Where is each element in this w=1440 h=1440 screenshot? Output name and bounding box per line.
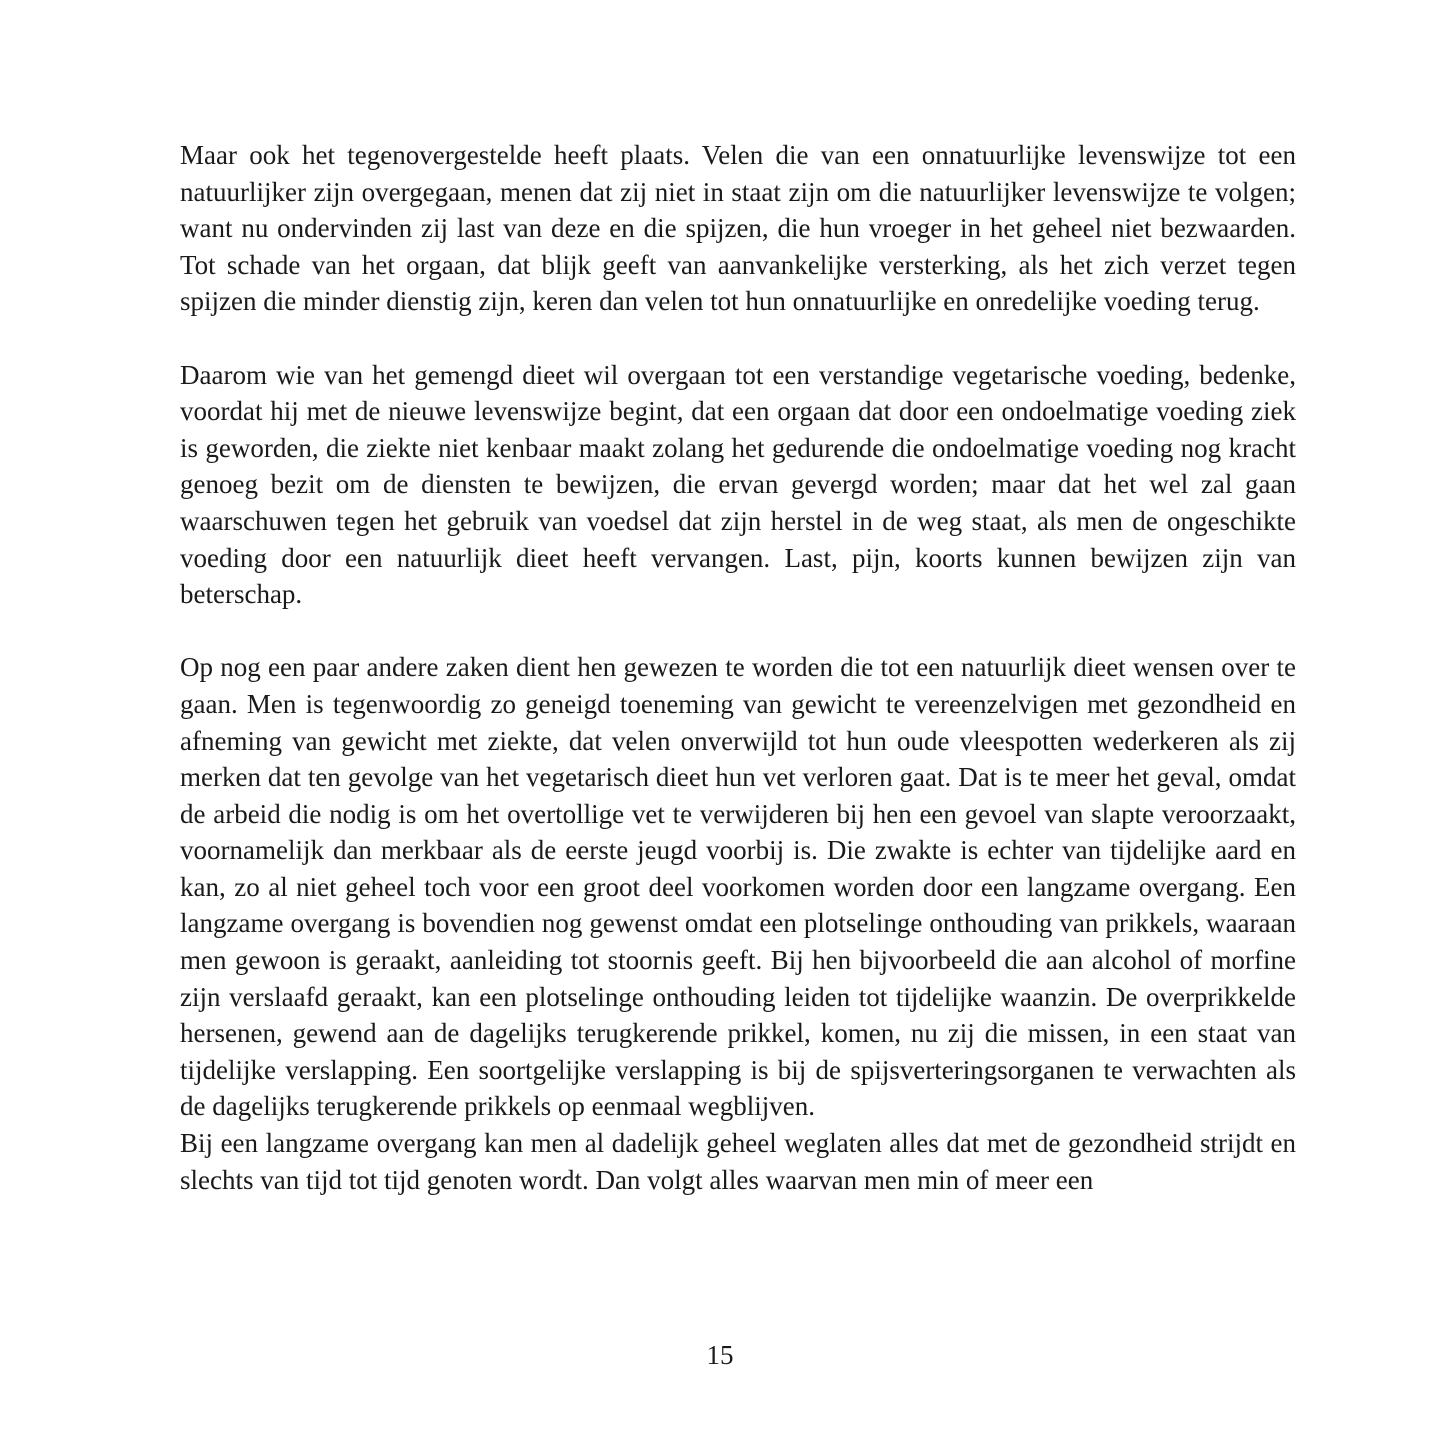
body-text — [180, 137, 1296, 1198]
paragraph-4: Bij een langzame overgang kan men al dadelijk geheel weglaten alles dat met de gezondheid strijdt en slechts van tijd tot tijd genoten wordt. Dan volgt alles waarvan men min of meer een — [180, 1128, 1296, 1195]
paragraph-1: Maar ook het tegenovergestelde heeft plaats. Velen die van een onnatuurlijke levenswijze tot een natuurlijker zijn overgegaan, menen dat zij niet in staat zijn om die natuurlijker levenswijze te volgen; want nu ondervinden zij last van deze en die spijzen, die hun vroeger in het geheel niet bezwaarden. Tot schade van het orgaan, dat blijk geeft van aanvankelijke versterking, als het zich verzet tegen spijzen die minder dienstig zijn, keren dan velen tot hun onnatuurlijke en onredelijke voeding terug. — [180, 140, 1296, 317]
paragraph-2: Daarom wie van het gemengd dieet wil overgaan tot een verstandige vegetarische voeding, bedenke, voordat hij met de nieuwe levenswijze begint, dat een orgaan dat door een ondoelmatige voeding ziek is geworden, die ziekte niet kenbaar maakt zolang het gedurende die ondoelmatige voeding nog kracht genoeg bezit om de diensten te bewijzen, die ervan gevergd worden; maar dat het wel zal gaan waarschuwen tegen het gebruik van voedsel dat zijn herstel in de weg staat, als men de ongeschikte voeding door een natuurlijk dieet heeft vervangen. Last, pijn, koorts kunnen bewijzen zijn van beterschap. — [180, 359, 1296, 610]
page-number: 15 — [706, 1340, 734, 1370]
paragraph-3: Op nog een paar andere zaken dient hen gewezen te worden die tot een natuurlijk dieet wensen over te gaan. Men is tegenwoordig zo geneigd toeneming van gewicht te vereenzelvigen met gezondheid en afneming van gewicht met ziekte, dat velen onverwijld tot hun oude vleespotten wederkeren als zij merken dat ten gevolge van het vegetarisch dieet hun vet verloren gaat. Dat is te meer het geval, omdat de arbeid die nodig is om het overtollige vet te verwijderen bij hen een gevoel van slapte veroorzaakt, voornamelijk dan merkbaar als de eerste jeugd voorbij is. Die zwakte is echter van tijdelijke aard en kan, zo al niet geheel toch voor een groot deel voorkomen worden door een langzame overgang. Een langzame overgang is bovendien nog gewenst omdat een plotselinge onthouding van prikkels, waaraan men gewoon is geraakt, aanleiding tot stoornis geeft. Bij hen bijvoorbeeld die aan alcohol of morfine zijn verslaafd geraakt, kan een plotselinge onthouding leiden tot tijdelijke waanzin. De overprikkelde hersenen, gewend aan de dagelijks terugkerende prikkel, komen, nu zij die missen, in een staat van tijdelijke verslapping. Een soortgelijke verslapping is bij de spijsverteringsorganen te verwachten als de dagelijks terugkerende prikkels op eenmaal wegblijven. — [180, 652, 1296, 1122]
